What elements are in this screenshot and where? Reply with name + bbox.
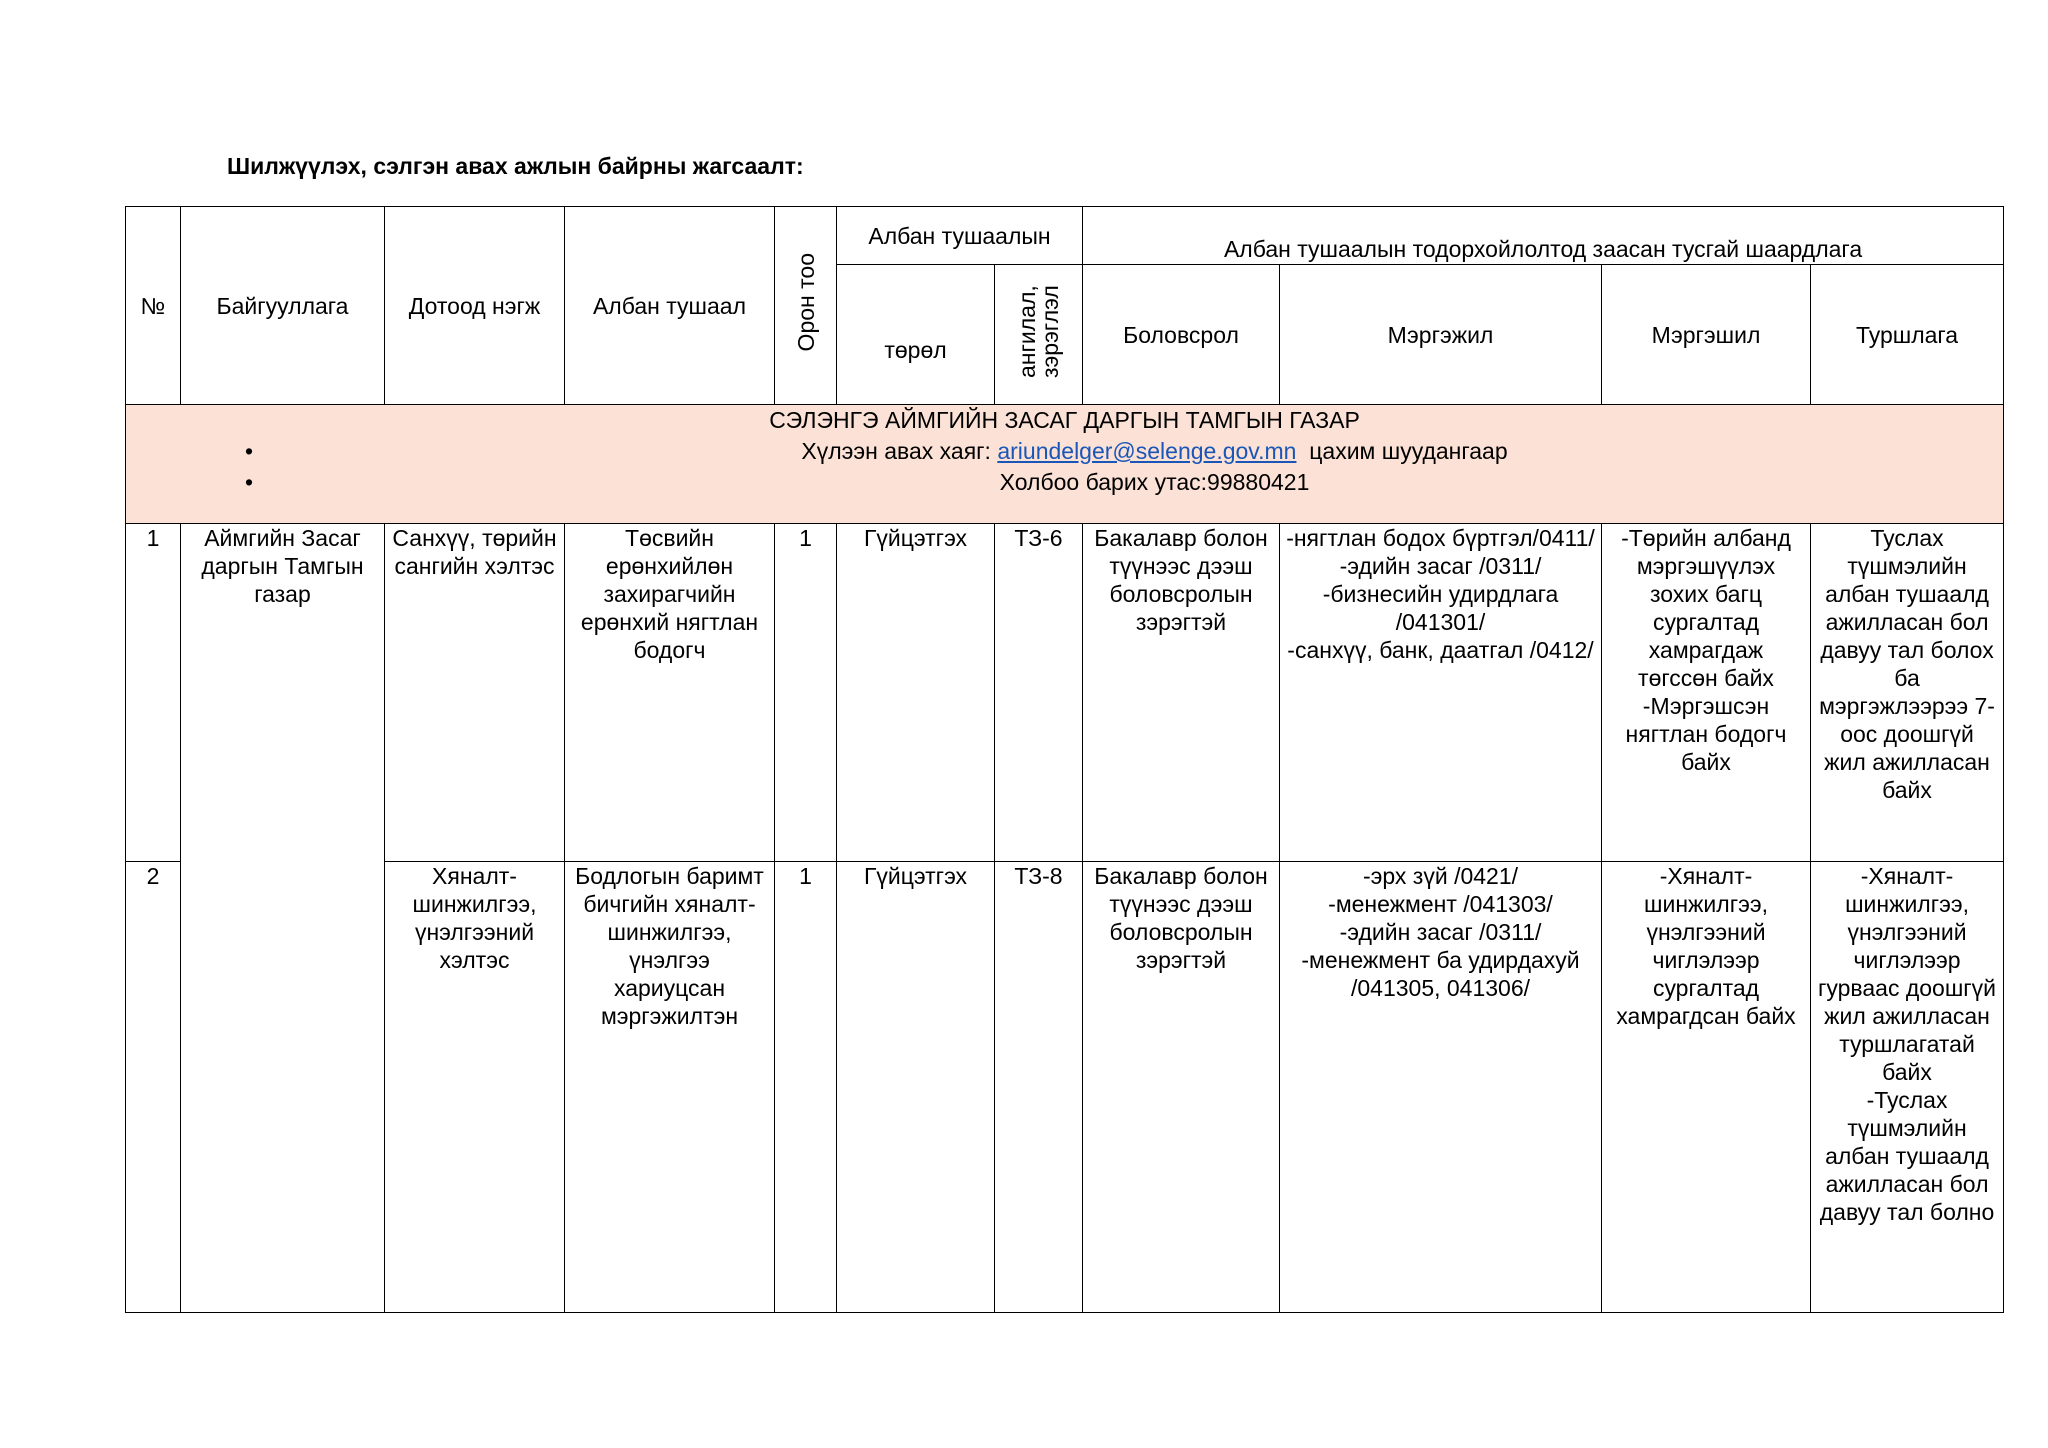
row-type: Гүйцэтгэх	[837, 862, 995, 1313]
organization-info	[126, 405, 2004, 524]
row-classification: ТЗ-6	[995, 524, 1083, 862]
row-vacancies: 1	[775, 862, 837, 1313]
header-vacancies-label: Орон тоо	[792, 253, 819, 352]
phone-text: Холбоо барих утас:99880421	[999, 469, 1310, 495]
email-link[interactable]: ariundelger@selenge.gov.mn	[997, 438, 1297, 464]
contact-phone	[245, 467, 1997, 498]
header-number: №	[126, 207, 181, 405]
row-vacancies: 1	[775, 524, 837, 862]
header-position-group: Албан тушаалын	[837, 207, 1083, 265]
header-organization: Байгууллага	[181, 207, 385, 405]
job-list-table	[125, 206, 2004, 1313]
bullet-icon: •	[245, 438, 254, 464]
row-education: Бакалавр болон түүнээс дээш боловсролын зэрэгтэй	[1083, 524, 1280, 862]
organization-header-row	[126, 405, 2004, 524]
row-organization: Аймгийн Засаг даргын Тамгын газар	[181, 524, 385, 1313]
header-skill: Мэргэшил	[1602, 265, 1811, 405]
row-position: Бодлогын баримт бичгийн хяналт-шинжилгээ, үнэлгээ хариуцсан мэргэжилтэн	[565, 862, 775, 1313]
table-row	[126, 862, 2004, 1313]
row-unit: Хяналт-шинжилгээ, үнэлгээний хэлтэс	[385, 862, 565, 1313]
row-education: Бакалавр болон түүнээс дээш боловсролын зэрэгтэй	[1083, 862, 1280, 1313]
bullet-icon: •	[245, 469, 254, 495]
row-type: Гүйцэтгэх	[837, 524, 995, 862]
row-unit: Санхүү, төрийн сангийн хэлтэс	[385, 524, 565, 862]
contact-list	[132, 436, 1997, 498]
row-position: Төсвийн ерөнхийлөн захирагчийн ерөнхий нягтлан бодогч	[565, 524, 775, 862]
header-education: Боловсрол	[1083, 265, 1280, 405]
row-profession: -нягтлан бодох бүртгэл/0411/ -эдийн засаг /0311/ -бизнесийн удирдлага /041301/ -санхүү, банк, даатгал /0412/	[1280, 524, 1602, 862]
contact-address	[245, 436, 1997, 467]
header-unit: Дотоод нэгж	[385, 207, 565, 405]
row-experience: -Хяналт-шинжилгээ, үнэлгээний чиглэлээр гурваас доошгүй жил ажилласан туршлагатай байх -Туслах түшмэлийн албан тушаалд ажилласан бол давуу тал болно	[1811, 862, 2004, 1313]
email-suffix: цахим шуудангаар	[1309, 438, 1508, 464]
header-vacancies	[775, 207, 837, 405]
header-position: Албан тушаал	[565, 207, 775, 405]
table-row	[126, 524, 2004, 862]
header-requirements-group: Албан тушаалын тодорхойлолтод заасан тусгай шаардлага	[1083, 207, 2004, 265]
organization-name: СЭЛЭНГЭ АЙМГИЙН ЗАСАГ ДАРГЫН ТАМГЫН ГАЗАР	[769, 407, 1360, 433]
header-classification-label: ангилал, зэрэглэл	[1013, 285, 1063, 378]
header-experience: Туршлага	[1811, 265, 2004, 405]
row-skill: -Төрийн албанд мэргэшүүлэх зохих багц сургалтад хамрагдаж төгссөн байх -Мэргэшсэн нягтлан бодогч байх	[1602, 524, 1811, 862]
row-experience: Туслах түшмэлийн албан тушаалд ажилласан бол давуу тал болох ба мэргэжлээрээ 7-оос доошгүй жил ажилласан байх	[1811, 524, 2004, 862]
header-type: төрөл	[837, 265, 995, 405]
address-label: Хүлээн авах хаяг:	[801, 438, 991, 464]
header-classification	[995, 265, 1083, 405]
row-profession: -эрх зүй /0421/ -менежмент /041303/ -эдийн засаг /0311/ -менежмент ба удирдахуй /041305, 041306/	[1280, 862, 1602, 1313]
page-title: Шилжүүлэх, сэлгэн авах ажлын байрны жагсаалт:	[227, 153, 804, 179]
header-profession: Мэргэжил	[1280, 265, 1602, 405]
row-number: 2	[126, 862, 181, 1313]
row-skill: -Хяналт-шинжилгээ, үнэлгээний чиглэлээр сургалтад хамрагдсан байх	[1602, 862, 1811, 1313]
row-number: 1	[126, 524, 181, 862]
row-classification: ТЗ-8	[995, 862, 1083, 1313]
